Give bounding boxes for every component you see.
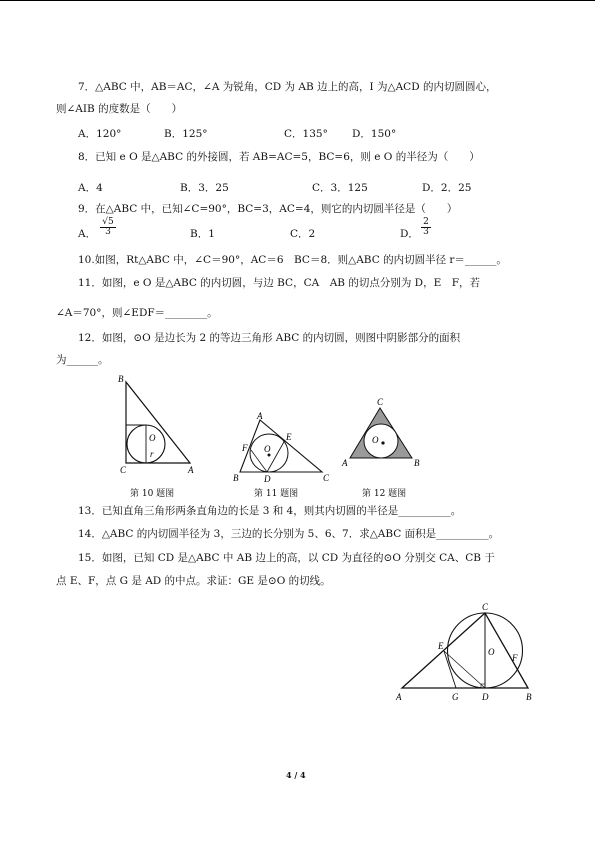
fig11-label-b: B (233, 473, 239, 483)
fig15-label-a: A (396, 692, 402, 702)
fig12-label-o: O (372, 435, 379, 445)
q15-line1: 15．如图，已知 CD 是△ABC 中 AB 边上的高，以 CD 为直径的⊙O 分别交 CA、CB 于 (78, 552, 495, 564)
q7-option-c: C．135° (284, 128, 328, 140)
fig15-label-g: G (452, 692, 459, 702)
q14-line: 14．△ABC 的内切圆半径为 3，三边的长分别为 5、6、7．求△ABC 面积是__________。 (78, 528, 500, 540)
fig11-label-f: F (242, 443, 248, 453)
fig12-label-c: C (377, 397, 384, 407)
figure-10 (112, 368, 202, 476)
fig15-label-b: B (526, 692, 532, 702)
fig11-label-c: C (323, 473, 330, 483)
fig10-caption: 第 10 题图 (130, 489, 175, 499)
q7-option-a: A．120° (78, 128, 122, 140)
q12-line2: 为______。 (56, 354, 109, 366)
q7-line2: 则∠AIB 的度数是（ ） (56, 103, 183, 115)
fig15-label-c: C (482, 603, 489, 612)
fig12-incircle (364, 424, 398, 458)
q11-line2: ∠A＝70°，则∠EDF＝________。 (56, 307, 218, 319)
figure-12 (340, 396, 430, 476)
fig15-label-d: D (482, 692, 489, 702)
fig11-caption: 第 11 题图 (254, 489, 299, 499)
q8-option-c: C．3．125 (312, 182, 368, 194)
q9-option-a: A． (78, 228, 97, 240)
fig12-caption: 第 12 题图 (362, 489, 407, 499)
page-number: 4 / 4 (286, 770, 306, 780)
fig11-label-d: D (264, 474, 271, 484)
fig12-label-a: A (342, 458, 348, 468)
q9-option-d-denominator: 3 (421, 227, 431, 237)
fig11-label-a: A (257, 411, 263, 421)
q7-option-d: D．150° (352, 128, 397, 140)
q13-line: 13．已知直角三角形两条直角边的长是 3 和 4，则其内切圆的半径是__________。 (78, 505, 462, 517)
q9-option-c: C．2 (290, 228, 316, 240)
q9-option-a-denominator: 3 (100, 227, 116, 237)
fig15-triangle (402, 613, 528, 688)
q9-option-d-numerator: 2 (423, 217, 429, 227)
q15-line2: 点 E、F，点 G 是 AD 的中点。求证：GE 是⊙O 的切线。 (56, 575, 331, 587)
fig11-label-o: O (264, 444, 271, 454)
fig15-label-o: O (488, 647, 495, 657)
q7-line1: 7．△ABC 中，AB＝AC，∠A 为锐角，CD 为 AB 边上的高，I 为△ACD 的内切圆圆心， (78, 81, 497, 93)
fig10-label-o: O (149, 433, 156, 443)
fig10-label-r: r (150, 449, 154, 459)
fig10-label-c: C (120, 465, 127, 475)
q9-option-a-numerator: √5 (102, 217, 114, 227)
fig10-label-a: A (188, 465, 194, 475)
q8-option-a: A．4 (78, 182, 103, 194)
figure-15 (390, 603, 540, 708)
fig12-label-b: B (414, 458, 420, 468)
q7-option-b: B．125° (164, 128, 208, 140)
q9-option-d-fraction (421, 218, 431, 237)
top-rule (0, 0, 595, 1)
q9-option-a-fraction (100, 218, 116, 237)
fig11-triangle (240, 420, 322, 472)
q9-option-b: B．1 (190, 228, 215, 240)
fig15-label-f: F (512, 653, 518, 663)
fig10-label-b: B (118, 374, 124, 384)
q8-option-d: D．2．25 (422, 182, 472, 194)
fig10-triangle (126, 382, 190, 463)
q11-line1: 11．如图，e O 是△ABC 的内切圆，与边 BC，CA AB 的切点分别为 D，E F，若 (78, 277, 481, 289)
q12-line1: 12．如图，⊙O 是边长为 2 的等边三角形 ABC 的内切圆，则图中阴影部分的面积 (78, 332, 461, 344)
fig15-label-e: E (438, 641, 444, 651)
figure-11 (230, 410, 335, 485)
q10-line: 10.如图，Rt△ABC 中，∠C＝90°，AC＝6 BC＝8．则△ABC 的内切圆半径 r＝______。 (78, 254, 507, 266)
fig11-label-e: E (286, 432, 292, 442)
q9-option-d: D． (400, 228, 419, 240)
q8-option-b: B．3．25 (180, 182, 229, 194)
q8-line: 8．已知 e O 是△ABC 的外接圆，若 AB=AC=5，BC=6，则 e O 的半径为（ ） (78, 151, 480, 163)
q9-line: 9．在△ABC 中，已知∠C=90°，BC=3，AC=4，则它的内切圆半径是（ ） (78, 203, 458, 215)
fig12-center-dot (381, 441, 384, 444)
